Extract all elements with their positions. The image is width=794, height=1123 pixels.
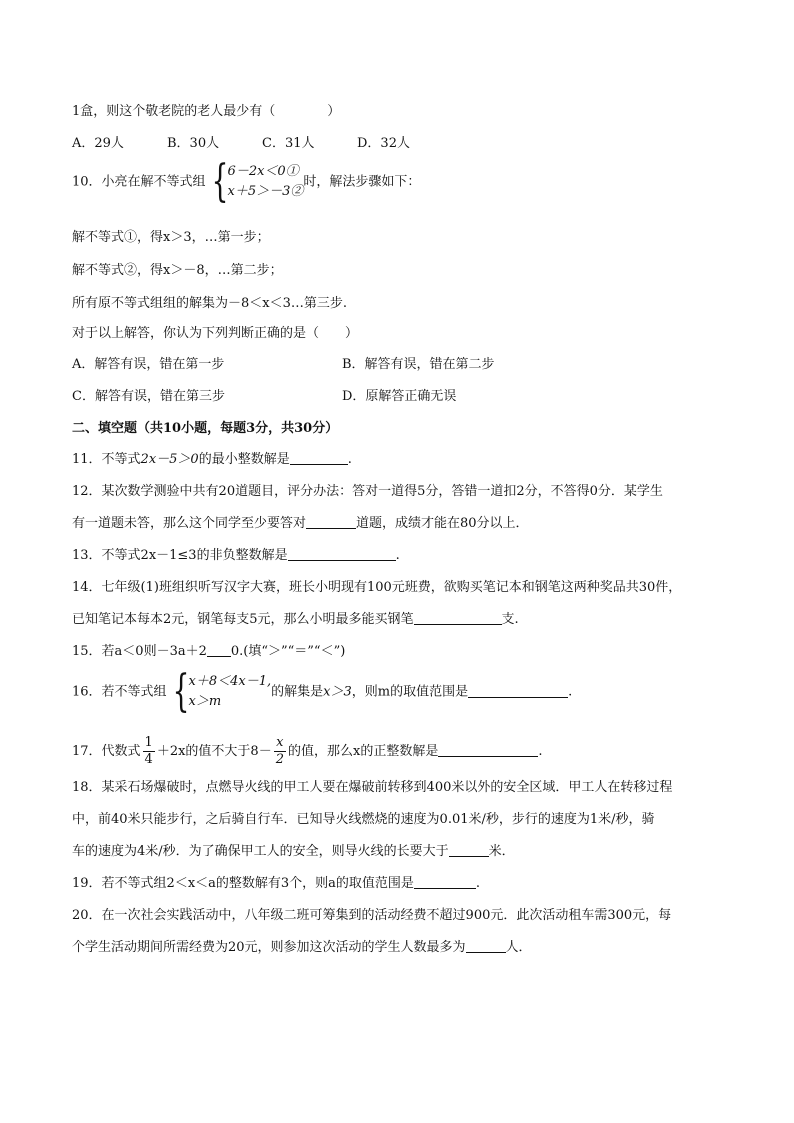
q20-pre: 个学生活动期间所需经费为20元，则参加这次活动的学生人数最多为: [72, 940, 466, 955]
q12-line2: [72, 514, 529, 534]
q12-pre: 有一道题未答，那么这个同学至少要答对: [72, 516, 307, 531]
answer-blank[interactable]: [414, 610, 502, 625]
q18-line2: 中，前40米只能步行，之后骑自行车．已知导火线燃烧的速度为0.01米/秒，步行的速度为1米/秒，骑: [72, 812, 655, 827]
q10-option-c: C．解答有误，错在第三步: [72, 389, 225, 404]
answer-blank[interactable]: [207, 642, 231, 657]
fraction-numerator: 1: [144, 735, 153, 750]
q11-post: 的最小整数解是: [198, 452, 290, 467]
q13: [72, 546, 400, 566]
answer-blank[interactable]: [290, 450, 348, 465]
answer-blank[interactable]: [438, 742, 538, 757]
q17: [72, 732, 542, 772]
q9-option-c: C．31人: [262, 136, 315, 151]
q14-line2: [72, 610, 519, 630]
q10-step1: 解不等式①，得x＞3，…第一步；: [72, 230, 270, 245]
answer-blank[interactable]: [468, 683, 568, 698]
q18-post: 米．: [488, 844, 515, 859]
q10-step2: 解不等式②，得x＞－8，…第二步；: [72, 263, 283, 278]
fraction-numerator: x: [274, 735, 286, 752]
q11-end: .: [347, 452, 352, 467]
q16-pre: 16．若不等式组: [72, 684, 167, 700]
q17-mid2: 的值，那么x的正整数解是: [287, 744, 439, 759]
q18-line3: [72, 842, 515, 862]
q10-option-b: B．解答有误，错在第二步: [342, 357, 495, 372]
fraction-denominator: 2: [275, 752, 284, 767]
q11: [72, 450, 352, 470]
q18-pre: 车的速度为4米/秒．为了确保甲工人的安全，则导火线的长要大于: [72, 844, 449, 859]
fraction-one-quarter: [143, 735, 155, 768]
q10-stem: [72, 156, 421, 207]
answer-blank[interactable]: [288, 546, 396, 561]
q14-post: 支.: [501, 612, 519, 627]
fraction-x-half: [274, 735, 286, 768]
q19-pre: 19．若不等式组2＜x＜a的整数解有3个，则a的取值范围是: [72, 876, 414, 891]
q20-post: 人．: [505, 940, 532, 955]
answer-blank[interactable]: [449, 842, 489, 857]
q17-pre: 17．代数式: [72, 744, 141, 759]
q9-option-a: A．29人: [72, 136, 124, 151]
q10-eq1: 6－2x＜0①: [227, 164, 299, 179]
q10-ask: 对于以上解答，你认为下列判断正确的是（ ）: [72, 326, 359, 341]
q16-eq1: x＋8＜4x－1,: [188, 674, 272, 689]
q16-end: .: [568, 684, 573, 700]
q17-end: .: [538, 744, 543, 759]
q12-line1: 12．某次数学测验中共有20道题目，评分办法：答对一道得5分，答错一道扣2分，不答得0分．某学生: [72, 484, 663, 499]
q18-line1: 18．某采石场爆破时，点燃导火线的甲工人要在爆破前转移到400米以外的安全区域．甲工人在转移过程: [72, 780, 673, 795]
q17-mid1: ＋2x的值不大于8－: [156, 744, 272, 759]
q10-eq2: x＋5＞－3②: [227, 184, 304, 199]
q15-post: 0.(填“＞”“＝”“＜”): [230, 644, 346, 659]
answer-blank[interactable]: [414, 874, 476, 889]
answer-blank[interactable]: [306, 514, 356, 529]
q9-options: [72, 134, 452, 154]
q10-system: [228, 162, 304, 202]
q9-option-b: B．30人: [167, 136, 220, 151]
system-brace: {: [172, 666, 189, 717]
q11-expr: 2x－5＞0: [140, 452, 199, 467]
q12-post: 道题，成绩才能在80分以上．: [356, 516, 529, 531]
q16-post: ，则m的取值范围是: [351, 684, 469, 700]
q16-cond: x＞3: [323, 684, 352, 700]
q13-pre: 13．不等式2x－1≤3的非负整数解是: [72, 548, 288, 563]
q20-line1: 20．在一次社会实践活动中，八年级二班可筹集到的活动经费不超过900元．此次活动租车需300元，每: [72, 908, 672, 923]
q20-line2: [72, 938, 532, 958]
q15-pre: 15．若a＜0则－3a＋2: [72, 644, 207, 659]
q10-suffix: 时，解法步骤如下：: [303, 174, 421, 190]
q10-option-d: D．原解答正确无误: [342, 389, 457, 404]
q16-eq2: x＞m: [188, 694, 222, 709]
answer-blank[interactable]: [466, 938, 506, 953]
q9-option-d: D．32人: [357, 136, 410, 151]
q15: [72, 642, 345, 662]
q11-pre: 11．不等式: [72, 452, 141, 467]
q19: [72, 874, 480, 894]
q13-end: .: [395, 548, 400, 563]
q10-step3: 所有原不等式组组的解集为－8＜x＜3…第三步.: [72, 296, 348, 311]
q14-line1: 14．七年级(1)班组织听写汉字大赛，班长小明现有100元班费，欲购买笔记本和钢笔这两种奖品共30件，: [72, 580, 682, 595]
q16: [72, 666, 573, 717]
q10-option-a: A．解答有误，错在第一步: [72, 357, 225, 372]
q14-pre: 已知笔记本每本2元，钢笔每支5元，那么小明最多能买钢笔: [72, 612, 414, 627]
q16-system: [189, 672, 272, 712]
q19-end: .: [475, 876, 481, 891]
section-heading: 二、填空题（共10小题，每题3分，共30分）: [72, 421, 339, 436]
q16-mid: 的解集是: [271, 684, 324, 700]
fraction-denominator: 4: [144, 752, 153, 767]
system-brace: {: [211, 156, 228, 207]
q10-prefix: 10．小亮在解不等式组: [72, 174, 206, 190]
q9-continuation: 1盒，则这个敬老院的老人最少有（ ）: [72, 104, 341, 119]
